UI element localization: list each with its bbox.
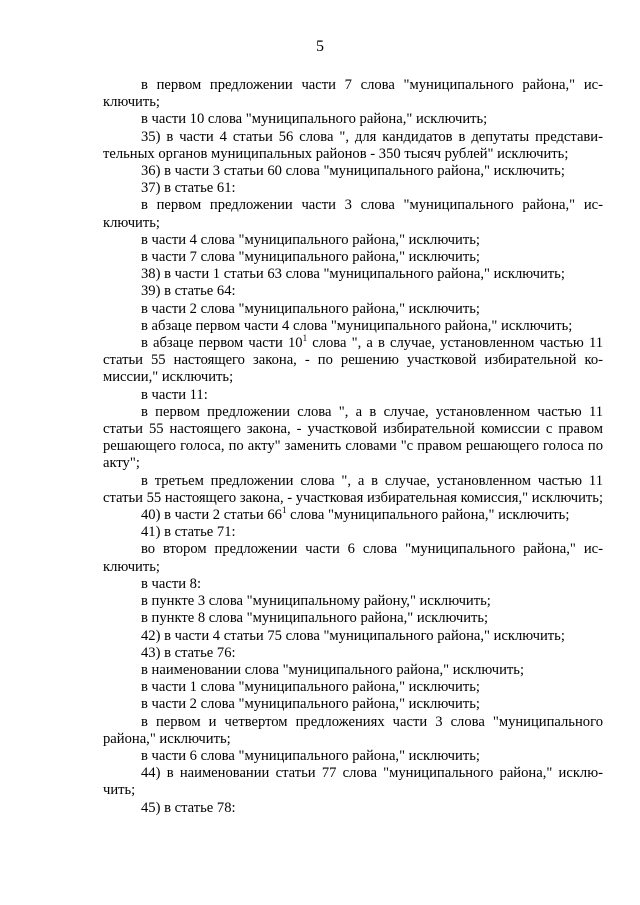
- paragraph: в части 1 слова "муниципального района," исключить;: [141, 679, 480, 696]
- paragraph: 39) в статье 64:: [141, 283, 236, 300]
- paragraph: 43) в статье 76:: [141, 644, 236, 661]
- paragraph: в первом предложении части 3 слова "муниципального района," исключить;: [103, 197, 603, 231]
- paragraph: в третьем предложении слова ", а в случае, установленном частью 11 статьи 55 настоящего закона, - участковая избирательная комиссия," исключить;: [103, 472, 603, 506]
- paragraph: в первом и четвертом предложениях части 3 слова "муниципального района," исключить;: [103, 713, 603, 747]
- paragraph: в части 11:: [141, 386, 208, 403]
- paragraph: 36) в части 3 статьи 60 слова "муниципального района," исключить;: [141, 163, 565, 180]
- paragraph: в части 4 слова "муниципального района," исключить;: [141, 231, 480, 248]
- paragraph: 35) в части 4 статьи 56 слова ", для кандидатов в депутаты представительных органов муниципальных районов - 350 тысяч рублей" исключить;: [103, 128, 603, 162]
- paragraph: [103, 335, 603, 387]
- paragraph-text: слова ", а в случае, установленном частью 11 статьи 55 настоящего закона, - по решению участковой избирательной комиссии," исключить;: [103, 335, 603, 386]
- paragraph: во втором предложении части 6 слова "муниципального района," исключить;: [103, 541, 603, 575]
- paragraph-text: 40) в части 2 статьи 66: [141, 507, 282, 524]
- paragraph: в части 8:: [141, 575, 202, 592]
- paragraph-text: в абзаце первом части 10: [141, 335, 303, 352]
- paragraph: 41) в статье 71:: [141, 524, 236, 541]
- superscript: 1: [281, 505, 287, 516]
- superscript: 1: [302, 333, 308, 344]
- paragraph: 38) в части 1 статьи 63 слова "муниципального района," исключить;: [141, 266, 565, 283]
- paragraph: в части 2 слова "муниципального района," исключить;: [141, 300, 480, 317]
- paragraph: 42) в части 4 статьи 75 слова "муниципального района," исключить;: [141, 627, 565, 644]
- paragraph: [103, 507, 603, 524]
- paragraph: в части 6 слова "муниципального района," исключить;: [141, 747, 480, 764]
- paragraph: в пункте 3 слова "муниципальному району," исключить;: [141, 593, 491, 610]
- paragraph: в пункте 8 слова "муниципального района," исключить;: [141, 610, 489, 627]
- paragraph: в первом предложении части 7 слова "муниципального района," исключить;: [103, 77, 603, 111]
- paragraph: в наименовании слова "муниципального района," исключить;: [141, 661, 525, 678]
- document-body: [103, 77, 603, 817]
- paragraph: 44) в наименовании статьи 77 слова "муниципального района," исключить;: [103, 765, 603, 799]
- paragraph: 45) в статье 78:: [141, 799, 236, 816]
- paragraph: в абзаце первом части 4 слова "муниципального района," исключить;: [141, 317, 573, 334]
- paragraph-text: слова "муниципального района," исключить;: [286, 507, 570, 524]
- paragraph: в части 7 слова "муниципального района," исключить;: [141, 249, 480, 266]
- paragraph: в части 2 слова "муниципального района," исключить;: [141, 696, 480, 713]
- paragraph: в части 10 слова "муниципального района," исключить;: [141, 111, 488, 128]
- page-number: 5: [316, 38, 324, 55]
- paragraph: 37) в статье 61:: [141, 180, 236, 197]
- paragraph: в первом предложении слова ", а в случае, установленном частью 11 статьи 55 настоящего закона, - участковой избирательной комиссии с правом решающего голоса, по акту" заменить словами "с правом решающего голоса по акту";: [103, 403, 603, 472]
